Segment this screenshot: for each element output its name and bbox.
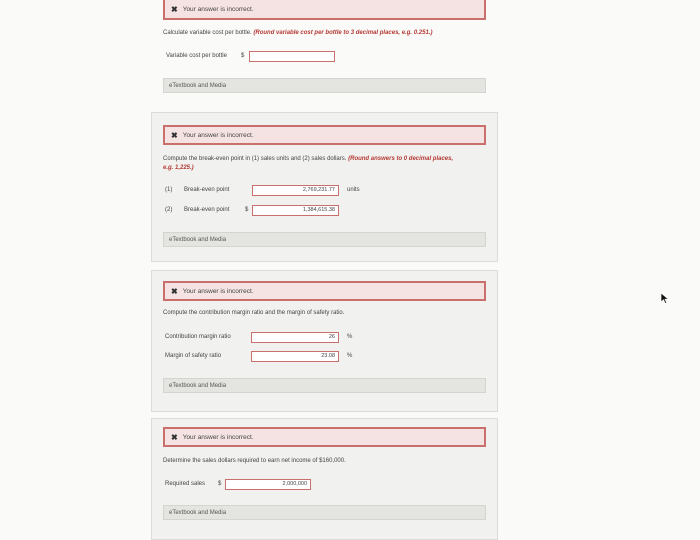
units-label: units [347, 187, 360, 193]
margin-of-safety-input[interactable]: 23.08 [251, 351, 339, 362]
q2-hint-example: e.g. 1,225.) [163, 165, 194, 171]
break-even-units-label: Break-even point [184, 187, 230, 193]
required-sales-label: Required sales [165, 481, 206, 487]
currency-symbol: $ [245, 207, 249, 213]
q3-prompt: Compute the contribution margin ratio and the margin of safety ratio. [163, 310, 345, 316]
currency-symbol: $ [218, 481, 222, 487]
etextbook-media-link-3[interactable]: eTextbook and Media [163, 378, 486, 393]
row2-number: (2) [165, 207, 173, 213]
etextbook-media-link-4[interactable]: eTextbook and Media [163, 505, 486, 520]
break-even-units-input[interactable]: 2,769,231.77 [252, 185, 339, 196]
contribution-margin-input[interactable]: 26 [251, 332, 339, 343]
incorrect-banner-3: ✖ Your answer is incorrect. [163, 281, 486, 301]
contribution-margin-label: Contribution margin ratio [165, 334, 231, 340]
currency-symbol: $ [241, 53, 245, 59]
row1-number: (1) [165, 187, 173, 193]
q2-prompt: Compute the break-even point in (1) sales units and (2) sales dollars. (Round answers to 0 decimal places, [163, 156, 454, 162]
percent-sign: % [347, 334, 353, 340]
break-even-dollars-label: Break-even point [184, 207, 230, 213]
close-x-icon: ✖ [171, 4, 178, 14]
close-x-icon: ✖ [171, 432, 178, 442]
variable-cost-input[interactable] [249, 51, 335, 62]
break-even-dollars-input[interactable]: 1,384,615.38 [252, 205, 339, 216]
required-sales-input[interactable]: 2,000,000 [225, 479, 311, 490]
incorrect-message: Your answer is incorrect. [182, 5, 254, 13]
close-x-icon: ✖ [171, 130, 178, 140]
etextbook-media-link-2[interactable]: eTextbook and Media [163, 232, 486, 247]
incorrect-banner-2: ✖ Your answer is incorrect. [163, 125, 486, 145]
margin-of-safety-label: Margin of safety ratio [165, 353, 222, 359]
incorrect-banner-4: ✖ Your answer is incorrect. [163, 427, 486, 447]
mouse-pointer-icon [660, 292, 670, 304]
q1-prompt: Calculate variable cost per bottle. (Round variable cost per bottle to 3 decimal places, e.g. 0.251.) [163, 30, 433, 36]
percent-sign: % [347, 353, 353, 359]
incorrect-banner-1 [163, 0, 486, 20]
q4-prompt: Determine the sales dollars required to earn net income of $160,000. [163, 458, 346, 464]
etextbook-media-link-1[interactable]: eTextbook and Media [163, 78, 486, 93]
close-x-icon: ✖ [171, 286, 178, 296]
variable-cost-label: Variable cost per bottle [166, 53, 227, 59]
